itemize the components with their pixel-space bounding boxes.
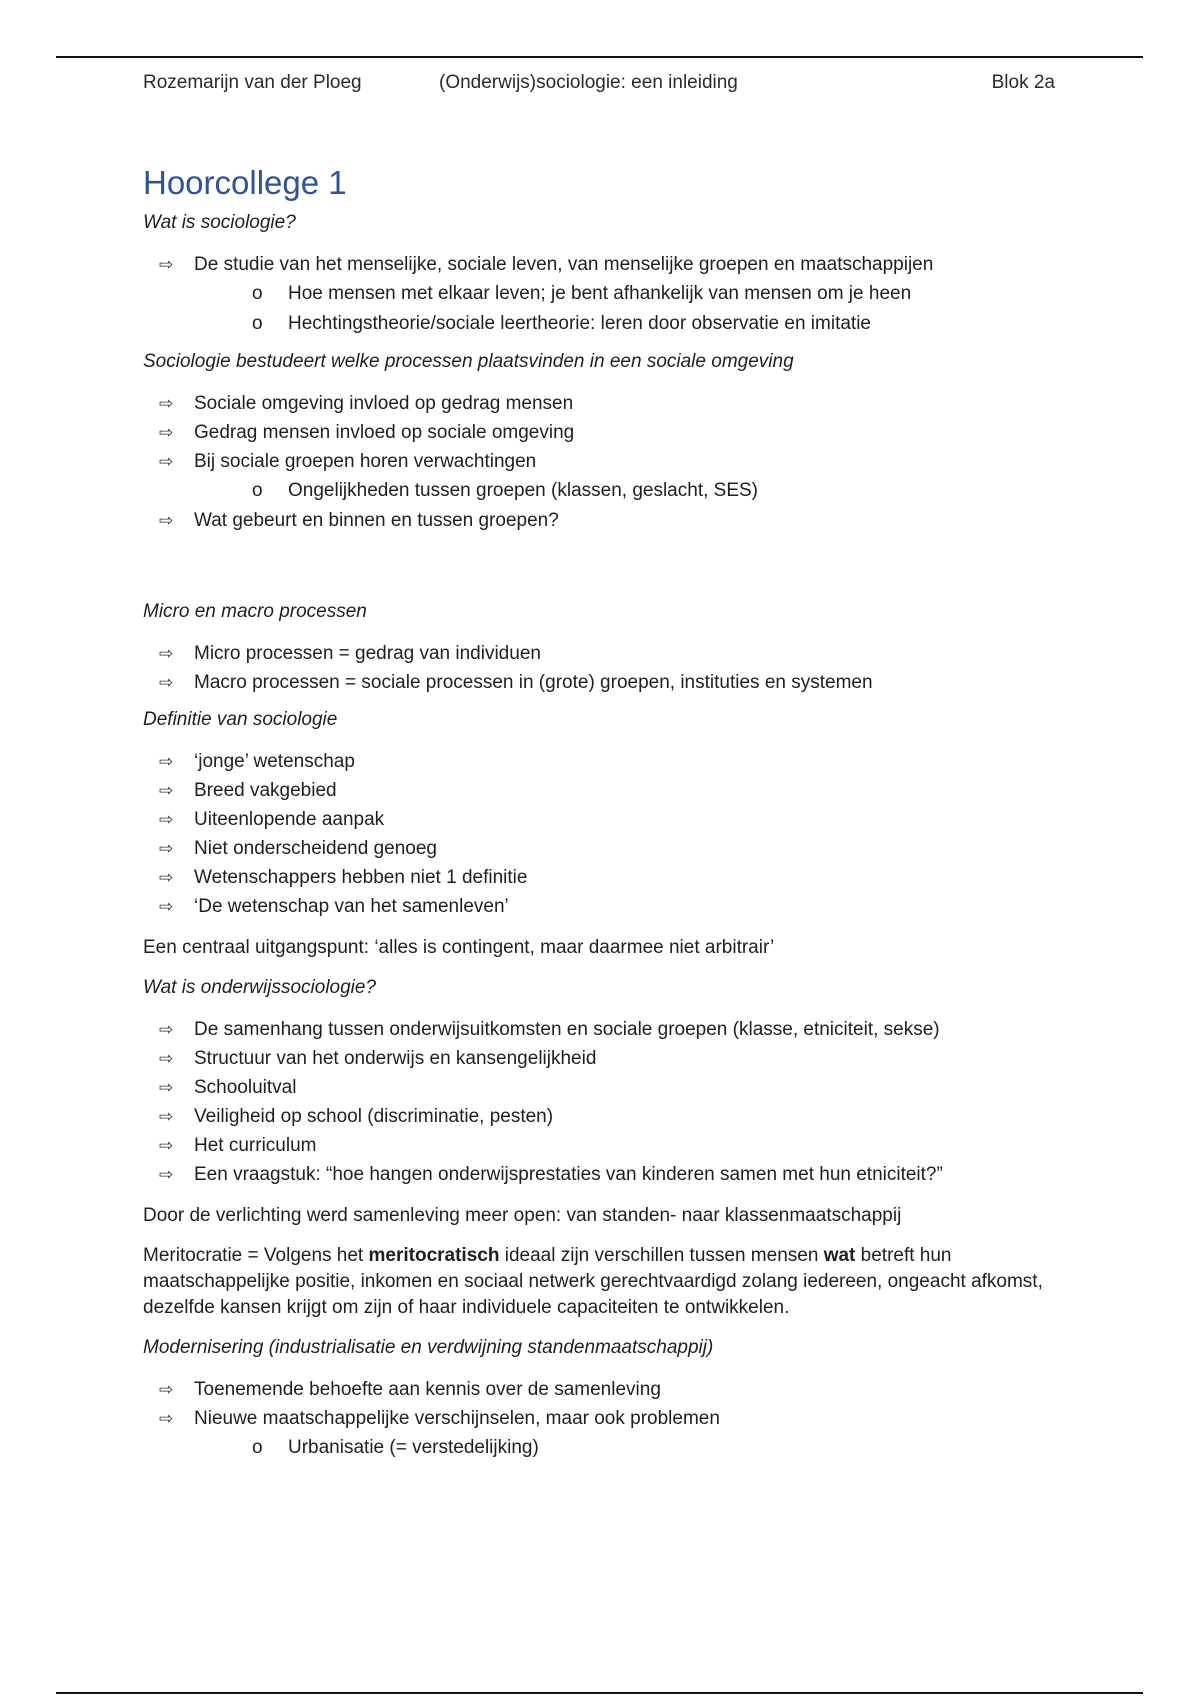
arrow-icon: ⇨	[159, 868, 174, 887]
document-body	[143, 164, 1063, 1463]
bullet-list	[143, 747, 1063, 921]
sub-list	[194, 476, 1063, 506]
section-heading: Definitie van sociologie	[143, 709, 338, 730]
arrow-icon: ⇨	[159, 1078, 174, 1097]
list-item: ⇨ Niet onderscheidend genoeg	[143, 834, 1063, 863]
arrow-icon: ⇨	[159, 1165, 174, 1184]
sub-list-item: o Ongelijkheden tussen groepen (klassen, geslacht, SES)	[194, 476, 1063, 506]
arrow-icon: ⇨	[159, 394, 174, 413]
list-item: ⇨ ‘De wetenschap van het samenleven’	[143, 892, 1063, 921]
paragraph-meritocratie: Meritocratie = Volgens het meritocratisch ideaal zijn verschillen tussen mensen wat betreft hun maatschappelijke positie, inkomen en sociaal netwerk gerechtvaardigd zolang iedereen, ongeacht afkomst, dezelfde kansen krijgt om zijn of haar individuele capaciteiten te ontwikkelen.	[143, 1245, 1043, 1318]
arrow-icon: ⇨	[159, 1136, 174, 1155]
arrow-icon: ⇨	[159, 752, 174, 771]
list-item: ⇨ Wetenschappers hebben niet 1 definitie	[143, 863, 1063, 892]
list-item: ⇨ Bij sociale groepen horen verwachtingen o Ongelijkheden tussen groepen (klassen, geslacht, SES)	[143, 447, 1063, 506]
arrow-icon: ⇨	[159, 1409, 174, 1428]
header-author: Rozemarijn van der Ploeg	[143, 72, 362, 93]
sub-list	[194, 1433, 1063, 1463]
bullet-list	[143, 639, 1063, 697]
arrow-icon: ⇨	[159, 839, 174, 858]
bullet-list	[143, 389, 1063, 535]
list-item: ⇨ ‘jonge’ wetenschap	[143, 747, 1063, 776]
list-item: ⇨ Toenemende behoefte aan kennis over de samenleving	[143, 1375, 1063, 1404]
bullet-list	[143, 1015, 1063, 1189]
page-title: Hoorcollege 1	[143, 164, 347, 201]
sub-list	[194, 279, 1063, 339]
arrow-icon: ⇨	[159, 673, 174, 692]
section-heading: Modernisering (industrialisatie en verdwijning standenmaatschappij)	[143, 1337, 714, 1358]
section-heading: Micro en macro processen	[143, 601, 367, 622]
list-item: ⇨ Gedrag mensen invloed op sociale omgeving	[143, 418, 1063, 447]
list-item: ⇨ Breed vakgebied	[143, 776, 1063, 805]
section-heading: Wat is onderwijssociologie?	[143, 977, 377, 998]
arrow-icon: ⇨	[159, 423, 174, 442]
header-course: (Onderwijs)sociologie: een inleiding	[439, 72, 738, 93]
arrow-icon: ⇨	[159, 1020, 174, 1039]
list-item: ⇨ Schooluitval	[143, 1073, 1063, 1102]
list-item: ⇨ Structuur van het onderwijs en kansengelijkheid	[143, 1044, 1063, 1073]
list-item: ⇨ Veiligheid op school (discriminatie, pesten)	[143, 1102, 1063, 1131]
arrow-icon: ⇨	[159, 781, 174, 800]
paragraph: Door de verlichting werd samenleving meer open: van standen- naar klassenmaatschappij	[143, 1205, 902, 1226]
list-item: ⇨ Wat gebeurt en binnen en tussen groepen?	[143, 506, 1063, 535]
bullet-list	[143, 250, 1063, 339]
footer-rule	[56, 1692, 1143, 1694]
list-item: ⇨ Sociale omgeving invloed op gedrag mensen	[143, 389, 1063, 418]
list-item: ⇨ De studie van het menselijke, sociale leven, van menselijke groepen en maatschappijen o Hoe mensen met elkaar leven; je bent afhankelijk van mensen om je heen o Hechtingstheorie/sociale leertheorie: leren door observatie en imitatie	[143, 250, 1063, 339]
list-item: ⇨ Uiteenlopende aanpak	[143, 805, 1063, 834]
list-item: ⇨ Het curriculum	[143, 1131, 1063, 1160]
bullet-list	[143, 1375, 1063, 1463]
arrow-icon: ⇨	[159, 1049, 174, 1068]
arrow-icon: ⇨	[159, 810, 174, 829]
list-item: ⇨ Een vraagstuk: “hoe hangen onderwijsprestaties van kinderen samen met hun etniciteit?”	[143, 1160, 1063, 1189]
section-heading: Wat is sociologie?	[143, 212, 296, 233]
arrow-icon: ⇨	[159, 255, 174, 274]
list-item: ⇨ De samenhang tussen onderwijsuitkomsten en sociale groepen (klasse, etniciteit, sekse)	[143, 1015, 1063, 1044]
list-item: ⇨ Macro processen = sociale processen in (grote) groepen, instituties en systemen	[143, 668, 1063, 697]
sub-list-item: o Hoe mensen met elkaar leven; je bent afhankelijk van mensen om je heen	[194, 279, 1063, 309]
circle-bullet-icon: o	[252, 313, 263, 334]
sub-list-item: o Urbanisatie (= verstedelijking)	[194, 1433, 1063, 1463]
arrow-icon: ⇨	[159, 644, 174, 663]
arrow-icon: ⇨	[159, 452, 174, 471]
header-block: Blok 2a	[991, 72, 1055, 93]
section-heading: Sociologie bestudeert welke processen plaatsvinden in een sociale omgeving	[143, 351, 794, 372]
arrow-icon: ⇨	[159, 1380, 174, 1399]
circle-bullet-icon: o	[252, 480, 263, 501]
circle-bullet-icon: o	[252, 283, 263, 304]
header-rule	[56, 56, 1143, 58]
sub-list-item: o Hechtingstheorie/sociale leertheorie: leren door observatie en imitatie	[194, 309, 1063, 339]
arrow-icon: ⇨	[159, 1107, 174, 1126]
list-item: ⇨ Nieuwe maatschappelijke verschijnselen, maar ook problemen o Urbanisatie (= verstedelijking)	[143, 1404, 1063, 1463]
list-item: ⇨ Micro processen = gedrag van individuen	[143, 639, 1063, 668]
paragraph: Een centraal uitgangspunt: ‘alles is contingent, maar daarmee niet arbitrair’	[143, 937, 775, 958]
circle-bullet-icon: o	[252, 1437, 263, 1458]
arrow-icon: ⇨	[159, 897, 174, 916]
arrow-icon: ⇨	[159, 511, 174, 530]
